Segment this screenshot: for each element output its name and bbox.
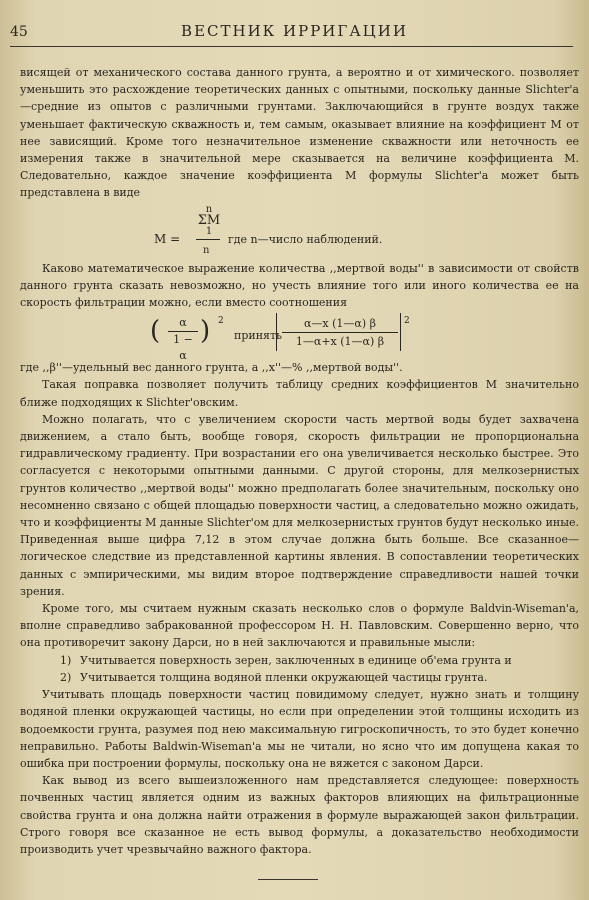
paragraph-8: Как вывод из всего вышеизложенного нам представляется следующее: поверхность почвенных частиц является одним из важных факторов влияющих на фильтрационные свойства грунта и она должна найти отражения в формуле выражающей закон фильтрации. Строго говоря все сказанное не есть вывод формулы, а доказательство необходимости производить учет чрезвычайно важного фактора.	[20, 774, 579, 856]
abs-bar-right	[400, 313, 401, 351]
formula-lhs: M =	[154, 231, 181, 246]
list-item-2: 2) Учитывается толщина водяной пленки окружающей частицы грунта.	[60, 670, 488, 684]
list-item-1: 1) Учитывается поверхность зерен, заключенных в единице об'ема грунта и	[60, 653, 512, 667]
paragraph-2: Каково математическое выражение количества ,,мертвой воды'' в зависимости от свойств данного грунта сказать невозможно, но учесть влияние того или иного количества ее на скорость фильтрации можно, если вместо соотношения	[20, 261, 579, 310]
left-paren: (	[150, 316, 161, 347]
end-rule	[258, 879, 318, 880]
page-header	[10, 22, 579, 48]
page-number: 45	[10, 24, 28, 40]
exponent: 2	[218, 316, 224, 327]
paragraph-1: висящей от механического состава данного грунта, а вероятно и от химического. позволяет уменьшить это расхождение теоретических данных с опытными, поскольку данные Slichter'а—средние из опытов с различными грунтами. Заключающийся в грунте воздух также уменьшает фактическую скважность и, тем самым, оказывает влияние на коэффициент М от нее зависящий. Кроме того незначительное изменение скважности или неточность ее измерения также в значительной мере сказывается на величине коэффициента М. Следовательно, каждое значение коэффициента М формулы Slichter'а может быть представлена в виде	[20, 66, 579, 200]
exponent-2: 2	[404, 316, 410, 327]
abs-bar-left	[276, 313, 277, 351]
paragraph-5: Можно полагать, что с увеличением скорости часть мертвой воды будет захвачена движением, а стало быть, вообще говоря, скорость фильтрации не пропорциональна гидравлическому градиенту. При возрастании его она увеличивается несколько быстрее. Это согласуется с некоторыми опытными данными. С другой стороны, для мелкозернистых грунтов количество ,,мертвой воды'' можно предполагать более значительным, поскольку оно несомненно связано с общей площадью поверхности частиц, а следовательно можно ожидать, что и коэффициенты М данные Slichter'ом для мелкозернистых грунтов будут несколько иные. Приведенная выше цифра 7,12 в этом случае должна быть больше. Все сказанное—логическое следствие из представленной картины явления. В сопоставлении теоретических данных с эмпирическими, мы видим второе подтверждение справедливости нашей точки зрения.	[20, 412, 579, 598]
journal-title: ВЕСТНИК ИРРИГАЦИИ	[181, 22, 408, 40]
paragraph-3: где ,,β''—удельный вес данного грунта, а ,,x''—% ,,мертвой воды''.	[20, 361, 403, 375]
header-rule	[10, 46, 573, 47]
accept-word: принять	[234, 329, 283, 343]
alpha-fraction: $\frac{\alpha}{1 - \alpha}$	[168, 315, 198, 364]
paragraph-4: Такая поправка позволяет получить таблицу средних коэффициентов М значительно ближе подходящих к Slichter'овским.	[20, 378, 579, 409]
formula-denominator: n	[203, 244, 210, 256]
paragraph-7: Учитывать площадь поверхности частиц повидимому следует, нужно знать и толщину водяной пленки окружающей частицы, но если при определении этой толщины исходить из водоемкости грунта, разумея под нею максимальную гигроскопичность, то это будет конечно неправильно. Работы Baldwin-Wiseman'а мы не читали, но ясно что им допущена какая то ошибка при построении формулы, поскольку она не вяжется с законом Дарси.	[20, 688, 579, 770]
formula-mean-coefficient	[20, 204, 579, 256]
article-body	[20, 64, 579, 858]
formula-correction	[20, 313, 579, 363]
formula-explanation: где n—число наблюдений.	[228, 232, 383, 246]
right-paren: )	[200, 316, 211, 347]
paragraph-6: Кроме того, мы считаем нужным сказать несколько слов о формуле Baldvin-Wiseman'а, вполне справедливо забракованной профессором Н. Н. Павловским. Совершенно верно, что она противоречит закону Дарси, но в ней заключаются и правильные мысли:	[20, 602, 579, 650]
sum-operator: n ΣM 1	[197, 203, 221, 237]
corrected-fraction: α—x (1—α) β 1—α+x (1—α) β	[282, 315, 398, 350]
fraction-bar	[196, 239, 220, 240]
